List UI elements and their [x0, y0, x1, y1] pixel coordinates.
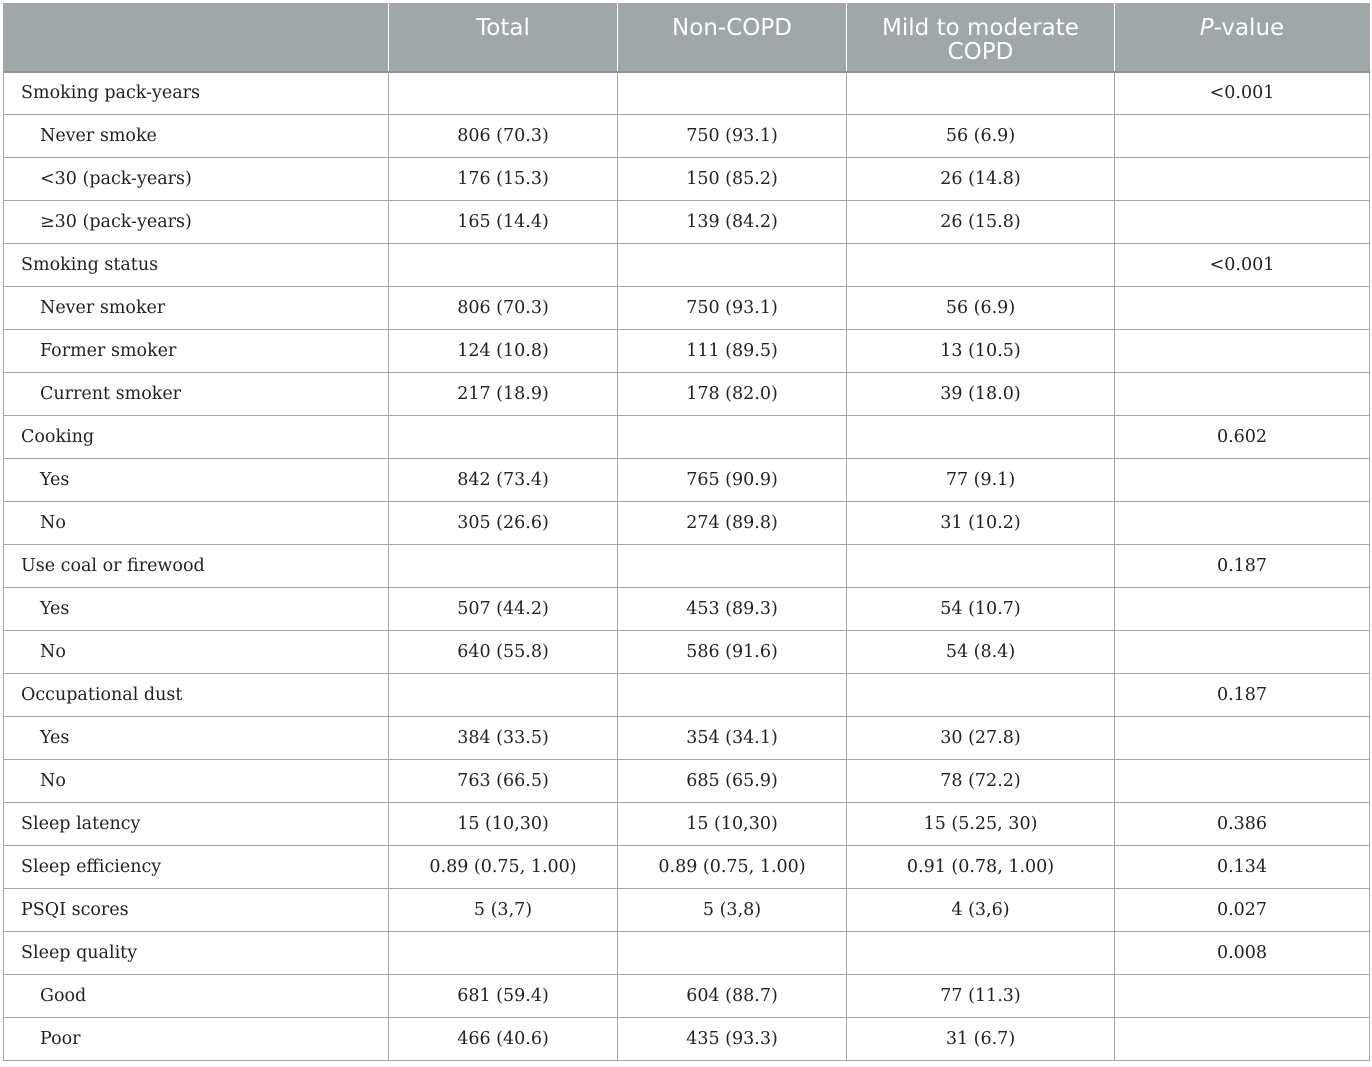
cell-p-value — [1115, 588, 1370, 631]
cell-non-copd — [618, 72, 847, 115]
table-row — [4, 631, 1370, 674]
cell-p-value — [1115, 631, 1370, 674]
table-row — [4, 545, 1370, 588]
cell-label: Current smoker — [4, 373, 389, 416]
cell-total — [389, 72, 618, 115]
table-row — [4, 502, 1370, 545]
table-row — [4, 373, 1370, 416]
header-copd-line2: COPD — [947, 39, 1014, 65]
header-copd-line1: Mild to moderate — [882, 15, 1079, 41]
cell-copd: 56 (6.9) — [847, 287, 1115, 330]
cell-total: 842 (73.4) — [389, 459, 618, 502]
header-copd — [847, 4, 1115, 72]
cell-total: 124 (10.8) — [389, 330, 618, 373]
header-p-prefix: P — [1199, 15, 1214, 41]
cell-total — [389, 545, 618, 588]
cell-total: 806 (70.3) — [389, 115, 618, 158]
cell-copd: 56 (6.9) — [847, 115, 1115, 158]
table-row — [4, 674, 1370, 717]
cell-non-copd: 586 (91.6) — [618, 631, 847, 674]
cell-total: 0.89 (0.75, 1.00) — [389, 846, 618, 889]
table-row — [4, 975, 1370, 1018]
cell-label: Good — [4, 975, 389, 1018]
cell-label: Use coal or firewood — [4, 545, 389, 588]
cell-copd: 31 (10.2) — [847, 502, 1115, 545]
cell-label: <30 (pack-years) — [4, 158, 389, 201]
cell-label: Occupational dust — [4, 674, 389, 717]
cell-p-value — [1115, 158, 1370, 201]
cell-copd: 31 (6.7) — [847, 1018, 1115, 1061]
cell-p-value — [1115, 502, 1370, 545]
cell-copd: 78 (72.2) — [847, 760, 1115, 803]
cell-label: Never smoke — [4, 115, 389, 158]
cell-non-copd — [618, 244, 847, 287]
cell-copd: 77 (9.1) — [847, 459, 1115, 502]
cell-total: 466 (40.6) — [389, 1018, 618, 1061]
cell-copd: 13 (10.5) — [847, 330, 1115, 373]
cell-total: 305 (26.6) — [389, 502, 618, 545]
cell-non-copd: 111 (89.5) — [618, 330, 847, 373]
cell-p-value — [1115, 201, 1370, 244]
cell-copd — [847, 244, 1115, 287]
cell-label: Poor — [4, 1018, 389, 1061]
cell-non-copd — [618, 545, 847, 588]
cell-non-copd — [618, 674, 847, 717]
cell-p-value — [1115, 373, 1370, 416]
table-row — [4, 846, 1370, 889]
cell-label: Sleep quality — [4, 932, 389, 975]
cell-label: Former smoker — [4, 330, 389, 373]
cell-total — [389, 244, 618, 287]
cell-label: Sleep latency — [4, 803, 389, 846]
table-header — [4, 4, 1370, 72]
cell-p-value: <0.001 — [1115, 244, 1370, 287]
cell-copd: 54 (10.7) — [847, 588, 1115, 631]
header-total: Total — [389, 4, 618, 72]
cell-non-copd: 453 (89.3) — [618, 588, 847, 631]
cell-copd: 30 (27.8) — [847, 717, 1115, 760]
cell-copd: 4 (3,6) — [847, 889, 1115, 932]
header-row — [4, 4, 1370, 72]
table-row — [4, 803, 1370, 846]
header-p-suffix: -value — [1213, 15, 1285, 41]
cell-total: 640 (55.8) — [389, 631, 618, 674]
cell-total: 5 (3,7) — [389, 889, 618, 932]
data-table-container — [3, 3, 1369, 1061]
cell-label: Never smoker — [4, 287, 389, 330]
cell-non-copd — [618, 416, 847, 459]
cell-p-value — [1115, 1018, 1370, 1061]
cell-non-copd: 139 (84.2) — [618, 201, 847, 244]
cell-non-copd: 685 (65.9) — [618, 760, 847, 803]
table-row — [4, 760, 1370, 803]
cell-label: Smoking status — [4, 244, 389, 287]
cell-total: 806 (70.3) — [389, 287, 618, 330]
cell-p-value — [1115, 975, 1370, 1018]
table-row — [4, 1018, 1370, 1061]
cell-p-value — [1115, 287, 1370, 330]
cell-copd — [847, 416, 1115, 459]
cell-total: 15 (10,30) — [389, 803, 618, 846]
cell-label: No — [4, 760, 389, 803]
cell-non-copd: 604 (88.7) — [618, 975, 847, 1018]
cell-copd: 26 (15.8) — [847, 201, 1115, 244]
cell-non-copd: 150 (85.2) — [618, 158, 847, 201]
cell-p-value: 0.187 — [1115, 545, 1370, 588]
table-row — [4, 158, 1370, 201]
cell-p-value: 0.187 — [1115, 674, 1370, 717]
cell-total — [389, 674, 618, 717]
table-row — [4, 932, 1370, 975]
table-row — [4, 72, 1370, 115]
cell-copd: 39 (18.0) — [847, 373, 1115, 416]
cell-non-copd: 5 (3,8) — [618, 889, 847, 932]
cell-copd — [847, 545, 1115, 588]
table-row — [4, 588, 1370, 631]
cell-copd: 26 (14.8) — [847, 158, 1115, 201]
cell-non-copd: 750 (93.1) — [618, 287, 847, 330]
cell-p-value: 0.386 — [1115, 803, 1370, 846]
cell-p-value — [1115, 115, 1370, 158]
cell-total: 217 (18.9) — [389, 373, 618, 416]
cell-p-value: 0.008 — [1115, 932, 1370, 975]
cell-non-copd: 435 (93.3) — [618, 1018, 847, 1061]
table-row — [4, 244, 1370, 287]
cell-non-copd: 274 (89.8) — [618, 502, 847, 545]
table-row — [4, 201, 1370, 244]
cell-label: Yes — [4, 588, 389, 631]
header-variable — [4, 4, 389, 72]
cell-p-value — [1115, 330, 1370, 373]
cell-copd: 15 (5.25, 30) — [847, 803, 1115, 846]
cell-non-copd: 0.89 (0.75, 1.00) — [618, 846, 847, 889]
table-row — [4, 330, 1370, 373]
cell-label: PSQI scores — [4, 889, 389, 932]
cell-total: 165 (14.4) — [389, 201, 618, 244]
table-body — [4, 72, 1370, 1061]
cell-total: 384 (33.5) — [389, 717, 618, 760]
table-row — [4, 115, 1370, 158]
cell-total — [389, 416, 618, 459]
table-row — [4, 287, 1370, 330]
cell-copd — [847, 932, 1115, 975]
table-row — [4, 889, 1370, 932]
cell-non-copd: 354 (34.1) — [618, 717, 847, 760]
cell-label: Yes — [4, 717, 389, 760]
cell-copd — [847, 674, 1115, 717]
cell-label: ≥30 (pack-years) — [4, 201, 389, 244]
cell-total: 681 (59.4) — [389, 975, 618, 1018]
table-row — [4, 416, 1370, 459]
cell-copd — [847, 72, 1115, 115]
cell-p-value — [1115, 717, 1370, 760]
cell-total: 507 (44.2) — [389, 588, 618, 631]
cell-non-copd: 178 (82.0) — [618, 373, 847, 416]
cell-non-copd — [618, 932, 847, 975]
cell-label: Sleep efficiency — [4, 846, 389, 889]
cell-p-value: 0.134 — [1115, 846, 1370, 889]
cell-copd: 0.91 (0.78, 1.00) — [847, 846, 1115, 889]
data-table — [3, 3, 1370, 1061]
header-non-copd: Non-COPD — [618, 4, 847, 72]
cell-total — [389, 932, 618, 975]
cell-p-value: 0.602 — [1115, 416, 1370, 459]
cell-p-value — [1115, 459, 1370, 502]
cell-label: Yes — [4, 459, 389, 502]
cell-p-value: 0.027 — [1115, 889, 1370, 932]
cell-total: 176 (15.3) — [389, 158, 618, 201]
cell-total: 763 (66.5) — [389, 760, 618, 803]
cell-non-copd: 750 (93.1) — [618, 115, 847, 158]
cell-p-value: <0.001 — [1115, 72, 1370, 115]
cell-p-value — [1115, 760, 1370, 803]
header-p-value — [1115, 4, 1370, 72]
table-row — [4, 459, 1370, 502]
cell-copd: 77 (11.3) — [847, 975, 1115, 1018]
cell-non-copd: 765 (90.9) — [618, 459, 847, 502]
cell-label: No — [4, 502, 389, 545]
cell-label: No — [4, 631, 389, 674]
cell-non-copd: 15 (10,30) — [618, 803, 847, 846]
cell-label: Smoking pack-years — [4, 72, 389, 115]
table-row — [4, 717, 1370, 760]
cell-label: Cooking — [4, 416, 389, 459]
cell-copd: 54 (8.4) — [847, 631, 1115, 674]
